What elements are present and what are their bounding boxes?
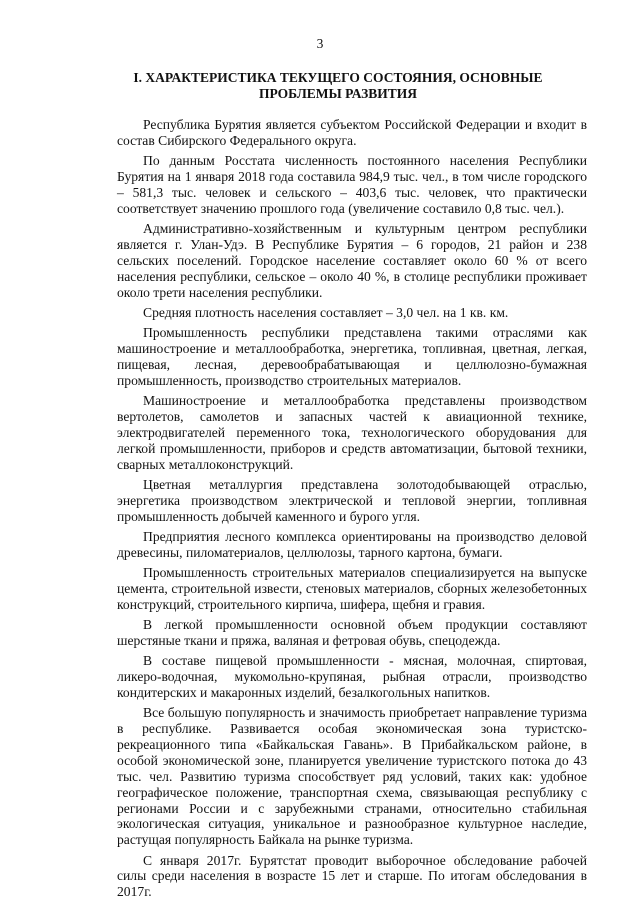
paragraph: Административно-хозяйственным и культурным центром республики является г. Улан-Удэ. В Республике Бурятия – 6 городов, 21 район и 238 сельских поселений. Городское население составляет около 60 % от всего населения республики, сельское – около 40 %, в столице республики проживает около трети населения республики. bbox=[117, 221, 587, 300]
section-heading: I. ХАРАКТЕРИСТИКА ТЕКУЩЕГО СОСТОЯНИЯ, ОСНОВНЫЕ ПРОБЛЕМЫ РАЗВИТИЯ bbox=[133, 70, 543, 101]
paragraph: Цветная металлургия представлена золотодобывающей отраслью, энергетика производством электрической и тепловой энергии, топливная промышленность добычей каменного и бурого угля. bbox=[117, 476, 587, 524]
paragraph: Республика Бурятия является субъектом Российской Федерации и входит в состав Сибирского Федерального округа. bbox=[117, 117, 587, 148]
paragraph: Средняя плотность населения составляет – 3,0 чел. на 1 кв. км. bbox=[143, 304, 509, 320]
paragraph: Промышленность республики представлена такими отраслями как машиностроение и металлообработка, энергетика, топливная, цветная, легкая, пищевая, лесная, деревообрабатывающая и целлюлозно-бумажная промышленность, производство строительных материалов. bbox=[117, 325, 587, 388]
paragraph: Промышленность строительных материалов специализируется на выпуске цемента, строительной извести, стеновых материалов, сборных железобетонных конструкций, строительного кирпича, шифера, щебня и гравия. bbox=[117, 564, 587, 612]
paragraph: В составе пищевой промышленности - мясная, молочная, спиртовая, ликеро-водочная, мукомольно-крупяная, рыбная отрасли, производство кондитерских и макаронных изделий, безалкогольных напитков. bbox=[117, 653, 587, 700]
paragraph: По данным Росстата численность постоянного населения Республики Бурятия на 1 января 2018 года составила 984,9 тыс. чел., в том числе городского – 581,3 тыс. человек и сельского – 403,6 тыс. человек, что практически соответствует значению прошлого года (увеличение составило 0,8 тыс. чел.). bbox=[117, 153, 587, 216]
paragraph: Все большую популярность и значимость приобретает направление туризма в республике. Развивается особая экономическая зона туристско-рекреационного типа «Байкальская Гавань». В Прибайкальском районе, в особой экономической зоне, планируется увеличение туристского потока до 43 тыс. чел. Развитию туризма способствует ряд условий, таких как: удобное географическое положение, транспортная схема, связывающая республику с регионами России и с зарубежными странами, относительно стабильная экологическая ситуация, уникальное и разнообразное культурное наследие, растущая популярность Байкала на рынке туризма. bbox=[117, 705, 587, 848]
paragraph: Предприятия лесного комплекса ориентированы на производство деловой древесины, пиломатериалов, целлюлозы, тарного картона, бумаги. bbox=[117, 528, 587, 560]
document-body bbox=[117, 117, 587, 900]
paragraph: В легкой промышленности основной объем продукции составляют шерстяные ткани и пряжа, валяная и фетровая обувь, спецодежда. bbox=[117, 616, 587, 648]
paragraph: С января 2017г. Бурятстат проводит выборочное обследование рабочей силы среди населения в возрасте 15 лет и старше. По итогам обследования в 2017г. bbox=[117, 852, 587, 900]
paragraph: Машиностроение и металлообработка представлены производством вертолетов, самолетов и запасных частей к авиационной технике, электродвигателей переменного тока, технологического оборудования для легкой промышленности, приборов и средств автоматизации, бытовой техники, сварных металлоконструкций. bbox=[117, 392, 587, 472]
page-number: 3 bbox=[316, 36, 324, 51]
